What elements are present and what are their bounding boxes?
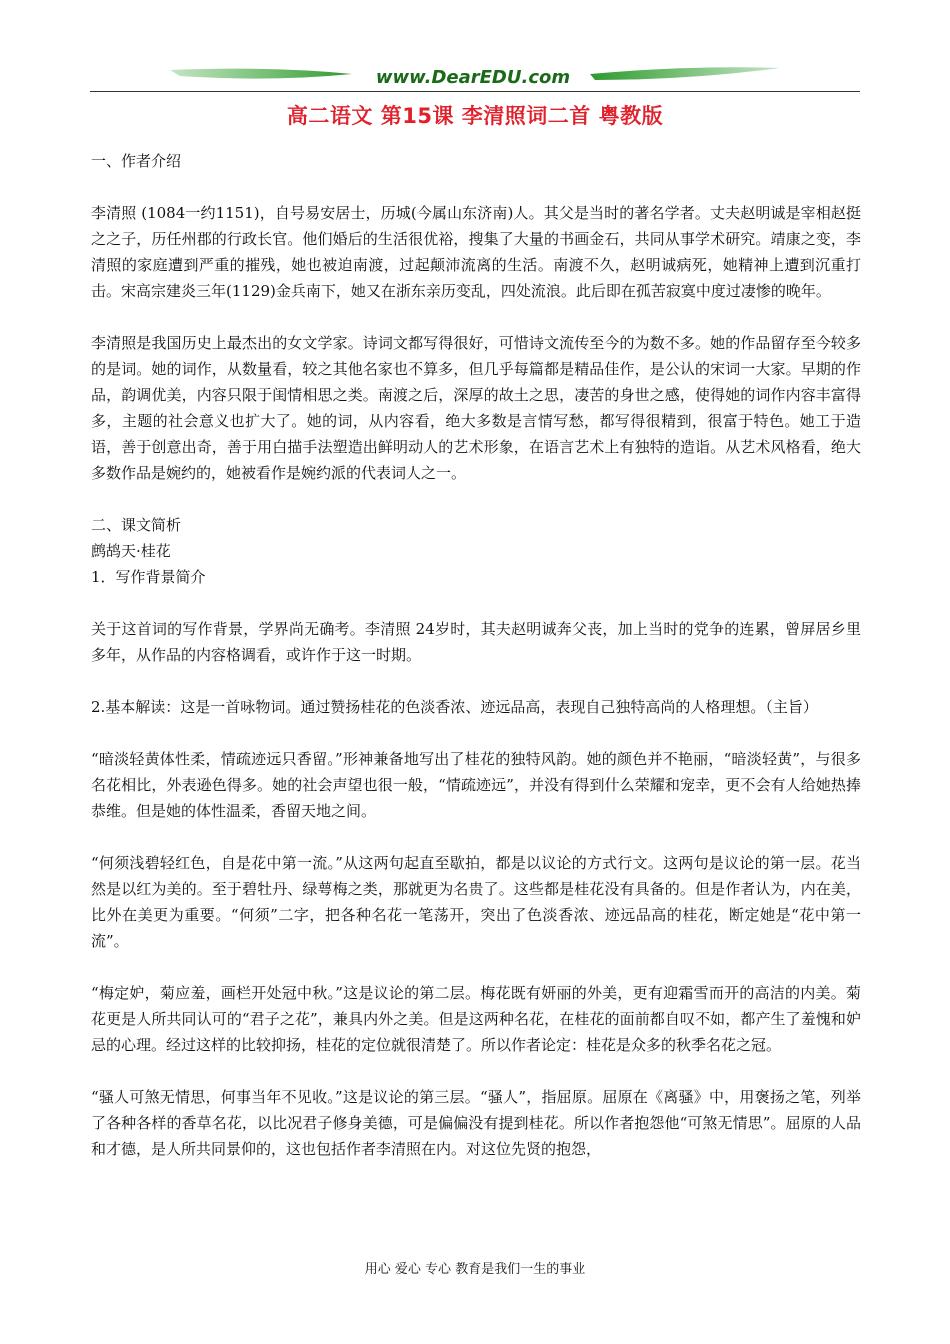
paragraph-gap xyxy=(91,1058,861,1084)
body-paragraph: “何须浅碧轻红色，自是花中第一流。”从这两句起直至歇拍，都是以议论的方式行文。这两句是议论的第一层。花当然是以红为美的。至于碧牡丹、绿萼梅之类，那就更为名贵了。这些都是桂花没有具备的。但是作者认为，内在美，比外在美更为重要。“何须”二字，把各种名花一笔荡开，突出了色淡香浓、迹远品高的桂花，断定她是“花中第一流”。 xyxy=(91,854,861,950)
body-paragraph: 李清照 (1084一约1151)，自号易安居士，历城(今属山东济南)人。其父是当时的著名学者。丈夫赵明诚是宰相赵挺之之子，历任州郡的行政长官。他们婚后的生活很优裕，搜集了大量的书画金石，共同从事学术研究。靖康之变，李清照的家庭遭到严重的摧残，她也被迫南渡，过起颠沛流离的生活。南渡不久，赵明诚病死，她精神上遭到沉重打击。宋高宗建炎三年(1129)金兵南下，她又在浙东亲历变乱，四处流浪。此后即在孤苦寂寞中度过凄惨的晚年。 xyxy=(91,204,861,300)
body-paragraph: “暗淡轻黄体性柔，情疏迹远只香留。”形神兼备地写出了桂花的独特风韵。她的颜色并不艳丽，“暗淡轻黄”，与很多名花相比，外表逊色得多。她的社会声望也很一般，“情疏迹远”，并没有得到什么荣耀和宠幸，更不会有人给她热捧恭维。但是她的体性温柔，香留天地之间。 xyxy=(91,750,861,820)
body-paragraph: “骚人可煞无情思，何事当年不见收。”这是议论的第三层。“骚人”，指屈原。屈原在《离骚》中，用褒扬之笔，列举了各种各样的香草名花，以比况君子修身美德，可是偏偏没有提到桂花。所以作者抱怨他“可煞无情思”。屈原的人品和才德，是人所共同景仰的，这也包括作者李清照在内。对这位先贤的抱怨， xyxy=(91,1088,861,1158)
header-divider xyxy=(90,91,860,92)
logo-text: www.DearEDU.com xyxy=(375,67,571,88)
swoosh-logo xyxy=(90,62,860,90)
paragraph-gap xyxy=(91,174,861,200)
paragraph-gap xyxy=(91,590,861,616)
section-heading: 一、作者介绍 xyxy=(91,152,182,170)
document-body xyxy=(91,148,861,1162)
section-heading: 鹧鸪天·桂花 xyxy=(91,542,171,560)
paragraph-gap xyxy=(91,954,861,980)
page-title: 高二语文 第15课 李清照词二首 粤教版 xyxy=(286,104,664,128)
page-footer: 用心 爱心 专心 教育是我们一生的事业 xyxy=(364,1262,586,1277)
left-swoosh xyxy=(170,69,352,79)
body-paragraph: 关于这首词的写作背景，学界尚无确考。李清照 24岁时，其夫赵明诚奔父丧，加上当时的党争的连累，曾屏居乡里多年，从作品的内容格调看，或许作于这一时期。 xyxy=(91,620,861,664)
body-paragraph: “梅定妒，菊应羞，画栏开处冠中秋。”这是议论的第二层。梅花既有妍丽的外美，更有迎霜雪而开的高洁的内美。菊花更是人所共同认可的“君子之花”，兼具内外之美。但是这两种名花，在桂花的面前都自叹不如，都产生了羞愧和妒忌的心理。经过这样的比较抑扬，桂花的定位就很清楚了。所以作者论定：桂花是众多的秋季名花之冠。 xyxy=(91,984,861,1054)
section-heading: 二、课文简析 xyxy=(91,516,182,534)
site-header-logo xyxy=(90,62,860,90)
paragraph-gap xyxy=(91,668,861,694)
paragraph-gap xyxy=(91,824,861,850)
body-paragraph: 2.基本解读：这是一首咏物词。通过赞扬桂花的色淡香浓、迹远品高，表现自己独特高尚的人格理想。（主旨） xyxy=(91,698,818,716)
right-swoosh xyxy=(590,67,780,80)
paragraph-gap xyxy=(91,720,861,746)
body-paragraph: 李清照是我国历史上最杰出的女文学家。诗词文都写得很好，可惜诗文流传至今的为数不多。她的作品留存至今较多的是词。她的词作，从数量看，较之其他名家也不算多，但几乎每篇都是精品佳作，是公认的宋词一大家。早期的作品，韵调优美，内容只限于闺情相思之类。南渡之后，深厚的故土之思，凄苦的身世之感，使得她的词作内容丰富得多，主题的社会意义也扩大了。她的词，从内容看，绝大多数是言情写愁，都写得很精到，很富于特色。她工于造语，善于创意出奇，善于用白描手法塑造出鲜明动人的艺术形象，在语言艺术上有独特的造诣。从艺术风格看，绝大多数作品是婉约的，她被看作是婉约派的代表词人之一。 xyxy=(91,334,861,482)
paragraph-gap xyxy=(91,486,861,512)
section-heading: 1．写作背景简介 xyxy=(91,568,206,586)
paragraph-gap xyxy=(91,304,861,330)
